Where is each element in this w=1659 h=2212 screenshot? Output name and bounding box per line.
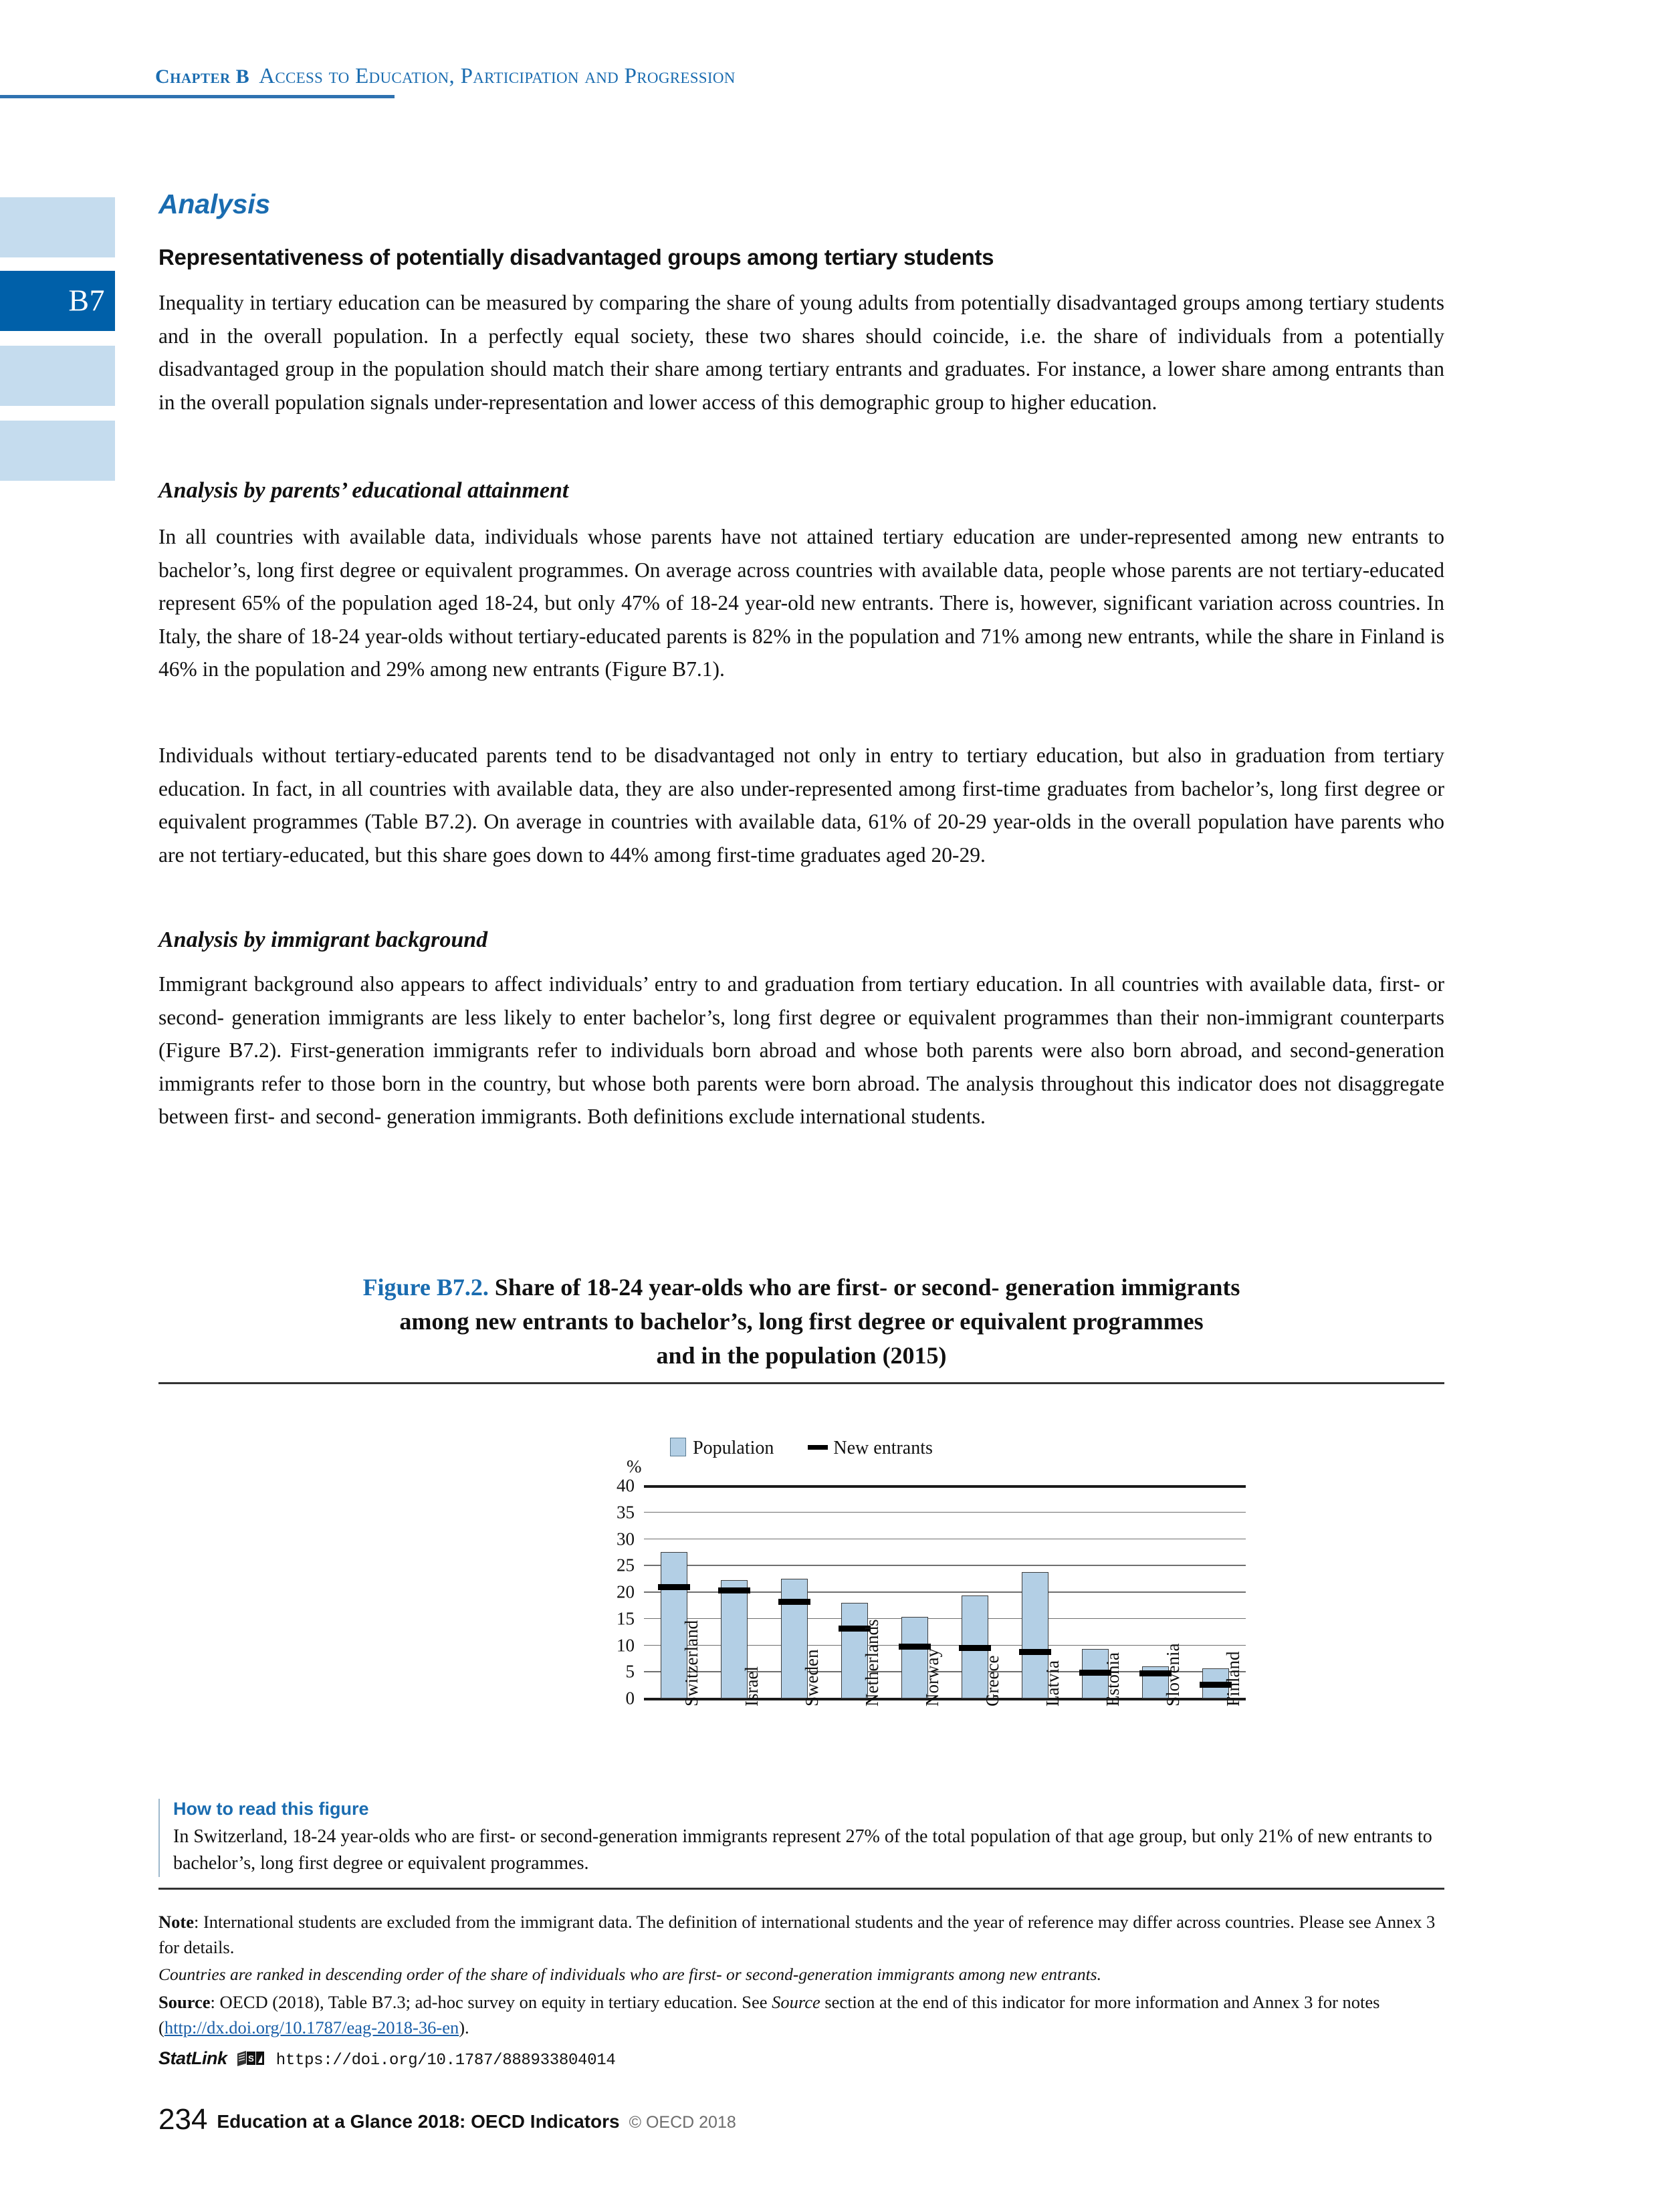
x-axis-label-sweden: Sweden (802, 1649, 822, 1706)
source-body-a: : OECD (2018), Table B7.3; ad-hoc survey on equity in tertiary education. See (210, 1992, 772, 2012)
figure-title-line2: among new entrants to bachelor’s, long first degree or equivalent programmes (399, 1308, 1204, 1335)
gridline-25 (644, 1565, 1246, 1566)
x-axis-label-greece: Greece (982, 1655, 1002, 1706)
subsection-parents-heading: Analysis by parents’ educational attainment (158, 478, 569, 503)
sidebar-tab-b8[interactable] (0, 346, 115, 406)
note-label: Note (158, 1912, 194, 1932)
sidebar-tab-b6[interactable] (0, 197, 115, 257)
x-axis-label-norway: Norway (922, 1648, 942, 1706)
analysis-heading: Analysis (158, 189, 271, 219)
chart-canvas (158, 1384, 1444, 1799)
subsection-immigrant-heading: Analysis by immigrant background (158, 927, 488, 952)
source-doi-link[interactable]: http://dx.doi.org/10.1787/eag-2018-36-en (164, 2017, 459, 2037)
figure-title-line1: Share of 18-24 year-olds who are first- or second- generation immigrants (494, 1274, 1240, 1301)
legend-item-new-entrants (808, 1438, 933, 1459)
y-axis-tick-10: 10 (617, 1635, 635, 1655)
how-to-read-body: In Switzerland, 18-24 year-olds who are first- or second-generation immigrants represent 27% of the total population of that age group, but only 21% of new entrants to bachelor’s, long first degree or equivalent programmes. (173, 1826, 1432, 1874)
footer-copyright: © OECD 2018 (629, 2113, 736, 2132)
figure-notes (158, 1909, 1444, 2074)
x-axis-label-switzerland: Switzerland (681, 1620, 701, 1706)
section-heading: Representativeness of potentially disadvantaged groups among tertiary students (158, 245, 994, 269)
figure-b7-2 (158, 1270, 1444, 1890)
x-axis-label-israel: Israel (742, 1666, 762, 1706)
sidebar-tab-b7-active[interactable] (0, 271, 115, 331)
source-body-b: section at the end of this indicator for more information and Annex 3 for notes ( (158, 1992, 1380, 2037)
figure-number: Figure B7.2. (362, 1274, 489, 1301)
x-axis-label-finland: Finland (1223, 1651, 1243, 1706)
x-axis-label-netherlands: Netherlands (862, 1619, 882, 1706)
legend-dash-icon (808, 1445, 828, 1450)
header-rule (0, 95, 395, 98)
page-footer (158, 2103, 1444, 2136)
marker-new-entrants-sweden (778, 1599, 810, 1605)
note-body: : International students are excluded from the immigrant data. The definition of international students and the year of reference may differ across countries. Please see Annex 3 for details. (158, 1912, 1436, 1957)
footer-book-title: Education at a Glance 2018: OECD Indicators (217, 2111, 620, 2132)
y-axis-unit-label: % (627, 1456, 642, 1476)
y-axis-tick-5: 5 (625, 1661, 635, 1682)
figure-title (158, 1270, 1444, 1373)
header-chapter-label: Chapter B (155, 66, 250, 88)
statlink-url[interactable]: https://doi.org/10.1787/888933804014 (275, 2052, 616, 2070)
sidebar-tab-label: B7 (68, 283, 105, 318)
page-number: 234 (158, 2103, 208, 2136)
paragraph-intro: Inequality in tertiary education can be measured by comparing the share of young adults from potentially disadvantaged groups among tertiary students and in the overall population. In a perfectly equal society, these two shares should coincide, i.e. the share of individuals from a potentially disadvantaged group in the population should match their share among tertiary entrants and graduates. For instance, a lower share among entrants than in the overall population signals under-representation and lower access of this demographic group to higher education. (158, 291, 1444, 414)
legend-label-new-entrants: New entrants (833, 1437, 933, 1458)
chart-plot-area (617, 1475, 1246, 1708)
statlink-label: StatLink (158, 2048, 227, 2068)
ranking-note: Countries are ranked in descending order of the share of individuals who are first- or second-generation immigrants among new entrants. (158, 1965, 1101, 1984)
y-axis-tick-35: 35 (617, 1502, 635, 1523)
svg-text:S: S (248, 2054, 254, 2064)
header-chapter-title: Access to Education, Participation and Progression (259, 64, 736, 88)
paragraph-immigrant: Immigrant background also appears to affect individuals’ entry to and graduation from tertiary education. In all countries with available data, first- or second- generation immigrants are less likely to enter bachelor’s, long first degree or equivalent programmes than their non-immigrant counterparts (Figure B7.2). First-generation immigrants refer to individuals born abroad and whose both parents were also born abroad, and second-generation immigrants refer to those born in the country, but whose both parents were born abroad. The analysis throughout this indicator does not disaggregate between first- and second- generation immigrants. Both definitions exclude international students. (158, 972, 1444, 1128)
x-axis-label-estonia: Estonia (1103, 1652, 1123, 1706)
y-axis-tick-0: 0 (625, 1688, 635, 1708)
statlink-spreadsheet-icon[interactable] (237, 2048, 265, 2074)
header-breadcrumb (155, 64, 736, 89)
source-line (158, 1989, 1444, 2040)
y-axis-tick-25: 25 (617, 1555, 635, 1575)
marker-new-entrants-greece (959, 1645, 991, 1651)
chart-legend (158, 1436, 1444, 1459)
marker-new-entrants-israel (718, 1587, 750, 1593)
marker-new-entrants-latvia (1019, 1649, 1051, 1655)
statlink-line (158, 2045, 1444, 2074)
figure-title-line3: and in the population (2015) (656, 1342, 947, 1369)
source-body-c: ). (459, 2017, 469, 2037)
legend-item-population (670, 1438, 774, 1459)
gridline-30 (644, 1539, 1246, 1540)
how-to-read-title: How to read this figure (173, 1799, 369, 1819)
how-to-read-box (158, 1799, 1444, 1877)
source-italic-word: Source (772, 1992, 820, 2012)
legend-label-population: Population (693, 1437, 774, 1458)
x-axis-label-latvia: Latvia (1042, 1660, 1063, 1706)
sidebar-tab-b9[interactable] (0, 421, 115, 481)
note-line (158, 1909, 1444, 1960)
paragraph-parents-2: Individuals without tertiary-educated parents tend to be disadvantaged not only in entry to tertiary education, but also in graduation from tertiary education. In fact, in all countries with available data, they are also under-represented among first-time graduates from bachelor’s, long first degree or equivalent programmes (Table B7.2). On average in countries with available data, 61% of 20-29 year-olds in the overall population have parents who are not tertiary-educated, but this share goes down to 44% among first-time graduates aged 20-29. (158, 744, 1444, 867)
marker-new-entrants-switzerland (658, 1584, 690, 1590)
page-header (0, 64, 1659, 99)
gridline-35 (644, 1512, 1246, 1513)
gridline-40 (644, 1485, 1246, 1488)
y-axis-tick-15: 15 (617, 1608, 635, 1629)
y-axis-tick-30: 30 (617, 1529, 635, 1549)
legend-swatch-icon (670, 1438, 686, 1456)
x-axis-label-slovenia: Slovenia (1163, 1643, 1183, 1706)
figure-rule-bottom (158, 1888, 1444, 1890)
y-axis-tick-40: 40 (617, 1475, 635, 1496)
y-axis-tick-20: 20 (617, 1581, 635, 1602)
paragraph-parents-1: In all countries with available data, individuals whose parents have not attained tertiary education are under-represented among new entrants to bachelor’s, long first degree or equivalent programmes. On average across countries with available data, people whose parents are not tertiary-educated represent 65% of the population aged 18-24, but only 47% of 18-24 year-old new entrants. There is, however, significant variation across countries. In Italy, the share of 18-24 year-olds without tertiary-educated parents is 82% in the population and 71% among new entrants, while the share in Finland is 46% in the population and 29% among new entrants (Figure B7.1). (158, 525, 1444, 681)
source-label: Source (158, 1992, 211, 2012)
